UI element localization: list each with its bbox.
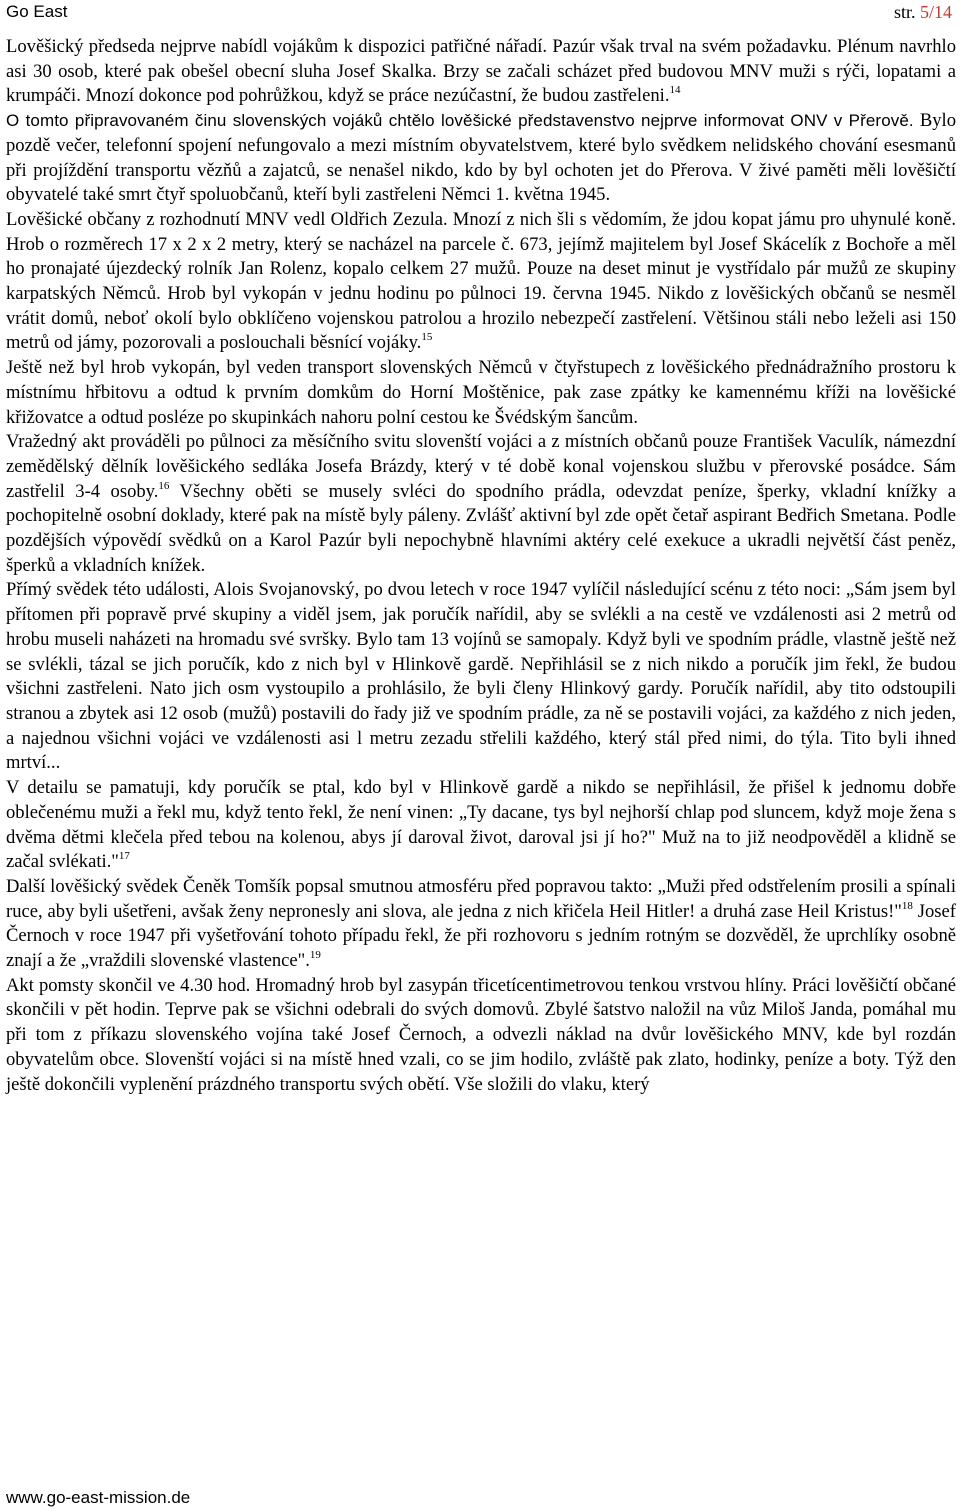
page-indicator bbox=[894, 2, 952, 23]
footnote-ref-16: 16 bbox=[158, 479, 170, 492]
page-number: 5/14 bbox=[919, 2, 952, 22]
paragraph-text: Další lověšický svědek Čeněk Tomšík popsal smutnou atmosféru před popravou takto: „Muži před odstřelením prosili a spínali ruce, aby byli ušetřeni, avšak ženy nepronesly ani slova, ale jedna z nich křičela Heil Hitler! a druhá zase Heil Kristus!" bbox=[6, 875, 956, 922]
paragraph-text: V detailu se pamatuji, kdy poručík se ptal, kdo byl v Hlinkově gardě a nikdo se nepřihlásil, že přišel k jednomu dobře oblečenému muži a řekl mu, když tento řekl, že není vinen: „Ty dacane, tys byl nejhorší chlap pod sluncem, když moje žena s dvěma dětmi klečela před tebou na kolenou, abys jí daroval život, daroval jsi jí ho?" Muž na to již neodpověděl a klidně se začal svlékati." bbox=[6, 777, 956, 873]
footnote-ref-19: 19 bbox=[309, 949, 321, 962]
paragraph-text: Lověšické občany z rozhodnutí MNV vedl Oldřich Zezula. Mnozí z nich šli s vědomím, že jdou kopat jámu pro uhynulé koně. Hrob o rozměrech 17 x 2 x 2 metry, který se nacházel na parcele č. 673, jejímž majitelem byl Josef Skácelík z Bochoře a měl ho pronajaté újezdecký rolník Jan Rolenz, kopalo celkem 27 mužů. Pouze na deset minut je vystřídalo pár mužů ze skupiny karpatských Němců. Hrob byl vykopán v jednu hodinu po půlnoci 19. června 1945. Nikdo z lověšických občanů se nesměl vrátit domů, neboť okolí bylo obklíčeno vojenskou patrolou a hrozilo nebezpečí zastřelení. Většinou stáli nebo leželi asi 150 metrů od jámy, pozorovali a poslouchali běsnící vojáky. bbox=[6, 208, 956, 354]
paragraph-9 bbox=[6, 974, 956, 1098]
footnote-ref-15: 15 bbox=[421, 331, 433, 344]
footnote-ref-14: 14 bbox=[669, 84, 681, 97]
paragraph-text: Všechny oběti se musely svléci do spodního prádla, odevzdat peníze, šperky, vkladní knížky a pochopitelně osobní doklady, které pak na místě byly páleny. Zvlášť aktivní byl zde opět četař aspirant Bedřich Smetana. Podle pozdějších výpovědí svědků on a Karol Pazúr byli nepochybně hlavními aktéry celé exekuce a ukradli největší část peněz, šperků a vkladních knížek. bbox=[6, 480, 956, 576]
paragraph-text: Vražedný akt prováděli po půlnoci za měsíčního svitu slovenští vojáci a z místních občanů pouze František Vaculík, námezdní zemědělský dělník lověšického sedláka Josefa Brázdy, který v té době konal vojenskou službu v přerovské posádce. Sám zastřelil 3-4 osoby. bbox=[6, 431, 956, 502]
page-label: str. bbox=[893, 2, 916, 22]
paragraph-1 bbox=[6, 35, 956, 109]
paragraph-4 bbox=[6, 356, 956, 430]
paragraph-text: Bylo pozdě večer, telefonní spojení nefungovalo a mezi místním obyvatelstvem, které bylo svědkem nelidského chování esesmanů při projíždění transportu vězňů a zajatců, se nenašel nikdo, kdo by byl ochoten jet do Přerova. V živé paměti měli lověšičtí obyvatelé také smrt čtyř spoluobčanů, kteří byli zastřeleni Němci 1. května 1945. bbox=[6, 110, 956, 206]
footer-url: www.go-east-mission.de bbox=[6, 1488, 191, 1507]
document-body bbox=[6, 35, 956, 1097]
page-header bbox=[0, 0, 960, 26]
paragraph-6 bbox=[6, 578, 956, 776]
paragraph-2 bbox=[6, 109, 956, 208]
page-footer bbox=[6, 1488, 190, 1508]
paragraph-text: Ještě než byl hrob vykopán, byl veden transport slovenských Němců v čtyřstupech z lověšického přednádražního prostoru k místnímu hřbitovu a odtud k prvním domkům do Horní Moštěnice, pak zase zpátky ke kamennému kříži na lověšické křižovatce a odtud posléze po skupinkách nahoru polní cestou ke Švédským šancům. bbox=[6, 357, 956, 428]
paragraph-7 bbox=[6, 776, 956, 875]
paragraph-text-sans: O tomto připravovaném činu slovenských vojáků chtělo lověšické představenstvo nejprve informovat ONV v Přerově. bbox=[6, 111, 914, 131]
paragraph-5 bbox=[6, 430, 956, 578]
footnote-ref-18: 18 bbox=[901, 899, 913, 912]
paragraph-3 bbox=[6, 208, 956, 356]
paragraph-8 bbox=[6, 875, 956, 974]
footnote-ref-17: 17 bbox=[118, 850, 130, 863]
paragraph-text: Přímý svědek této události, Alois Svojanovský, po dvou letech v roce 1947 vylíčil následující scénu z této noci: „Sám jsem byl přítomen při popravě prvé skupiny a viděl jsem, jak poručík nařídil, aby se svlékli a na cestě ve vzdálenosti asi 2 metrů od hrobu museli naházeti na hromadu své svršky. Bylo tam 13 vojínů se samopaly. Když byli ve spodním prádle, vlastně ještě než se svlékli, tázal se jich poručík, kdo z nich byl v Hlinkově gardě. Nepřihlásil se z nich nikdo a poručík jim řekl, že budou všichni zastřeleni. Nato jich osm vystoupilo a prohlásilo, že byli členy Hlinkový gardy. Poručík nařídil, aby tito odstoupili stranou a zbytek asi 12 osob (mužů) postavili do řady již ve spodním prádle, za ně se postavili vojáci, za každého z nich jeden, a najednou všichni vojáci ve vzdálenosti asi l metru zezadu střelili každého, který stál před nimi, do týla. Tito byli ihned mrtví... bbox=[6, 579, 956, 774]
header-title: Go East bbox=[6, 2, 68, 21]
paragraph-text: Lověšický předseda nejprve nabídl vojákům k dispozici patřičné nářadí. Pazúr však trval na svém požadavku. Plénum navrhlo asi 30 osob, které pak obešel obecní sluha Josef Skalka. Brzy se začali scházet před budovou MNV muži s rýči, lopatami a krumpáči. Mnozí dokonce pod pohrůžkou, když se práce nezúčastní, že budou zastřeleni. bbox=[6, 36, 956, 107]
paragraph-text: Josef Černoch v roce 1947 při vyšetřování tohoto případu řekl, že při rozhovoru s jedním rotným se dozvěděl, že uprchlíky osobně znají a že „vraždili slovenské vlastence". bbox=[6, 900, 956, 972]
paragraph-text: Akt pomsty skončil ve 4.30 hod. Hromadný hrob byl zasypán třicetícentimetrovou tenkou vrstvou hlíny. Práci lověšičtí občané skončili v pět hodin. Teprve pak se všichni odebrali do svých domovů. Zbylé šatstvo naložil na vůz Miloš Janda, pomáhal mu při tom z příkazu slovenského vojína také Josef Černoch, a odvezli náklad na dvůr lověšického MNV, kde byl rozdán obyvatelům obce. Slovenští vojáci si na místě hned vzali, co se jim hodilo, zvláště pak zlato, hodinky, peníze a boty. Týž den ještě dokončili vyplenění prázdného transportu svých obětí. Vše složili do vlaku, který bbox=[6, 974, 956, 1095]
